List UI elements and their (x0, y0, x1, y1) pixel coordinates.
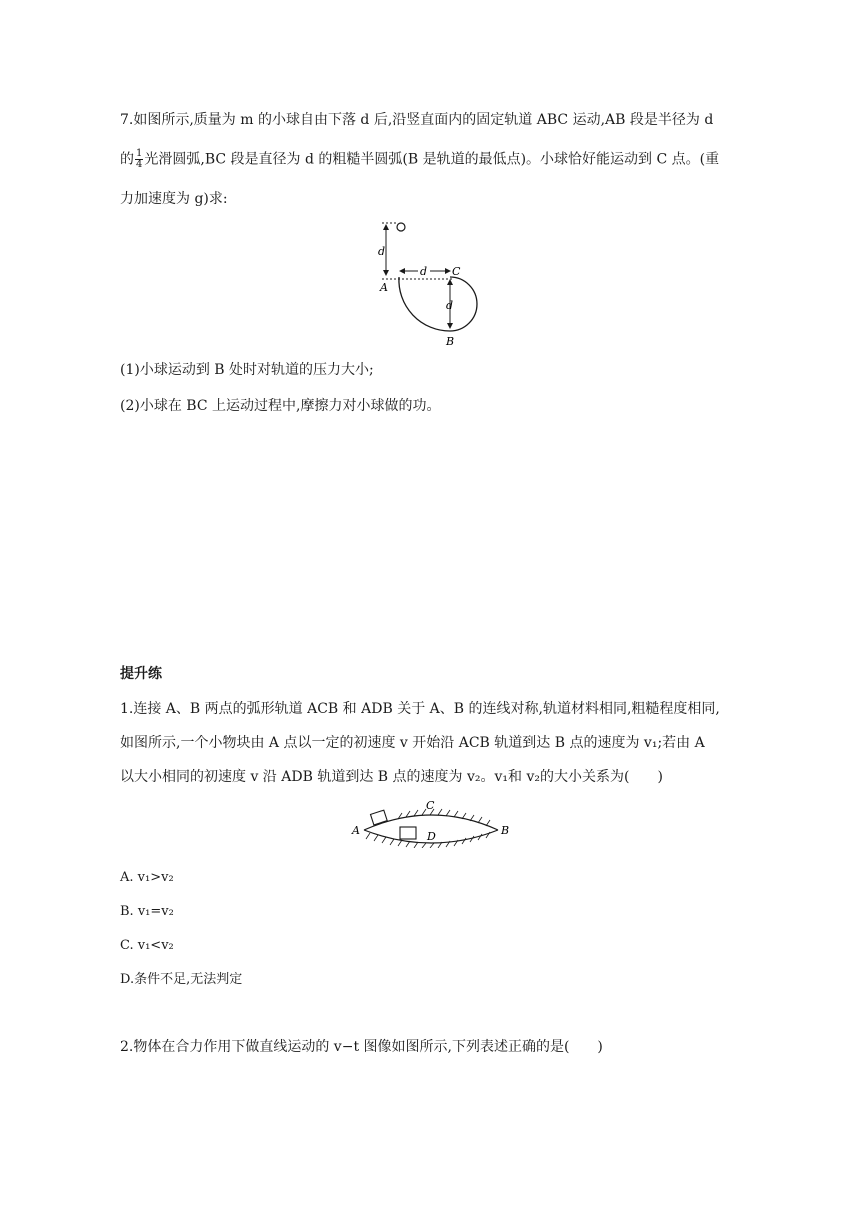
quarter-fraction (135, 149, 143, 170)
q1-track-figure (348, 798, 518, 848)
q7-sub2: (2)小球在 BC 上运动过程中,摩擦力对小球做的功。 (120, 398, 441, 414)
q7-text-line3: 力加速度为 g)求: (120, 191, 228, 207)
option-a: A. v₁>v₂ (120, 870, 174, 885)
q7-sub1: (1)小球运动到 B 处时对轨道的压力大小; (120, 362, 374, 378)
label-C: C (452, 265, 461, 278)
track-curve (399, 277, 477, 331)
option-b: B. v₁=v₂ (120, 904, 174, 919)
label-D: D (427, 830, 436, 843)
q1-text-line3: 以大小相同的初速度 v 沿 ADB 轨道到达 B 点的速度为 v₂。v₁和 v₂的大小关系为( ) (120, 769, 663, 785)
option-c: C. v₁<v₂ (120, 938, 174, 953)
q7-text-line1: 7.如图所示,质量为 m 的小球自由下落 d 后,沿竖直面内的固定轨道 ABC 运动,AB 段是半径为 d (120, 112, 714, 128)
label-C: C (426, 799, 435, 812)
label-A: A (380, 281, 388, 294)
q7-line2-suffix: 光滑圆弧,BC 段是直径为 d 的粗糙半圆弧(B 是轨道的最低点)。小球恰好能运动到 C 点。(重 (144, 151, 720, 168)
label-A: A (352, 824, 360, 837)
ball-icon (397, 223, 405, 231)
label-B: B (501, 824, 510, 837)
label-d-horizontal: d (420, 265, 428, 278)
q7-line2-prefix: 的 (120, 151, 134, 168)
q2-text-line1: 2.物体在合力作用下做直线运动的 v−t 图像如图所示,下列表述正确的是( ) (120, 1039, 603, 1055)
section-title: 提升练 (120, 666, 162, 682)
option-d: D.条件不足,无法判定 (120, 972, 243, 987)
q1-text-line1: 1.连接 A、B 两点的弧形轨道 ACB 和 ADB 关于 A、B 的连线对称,轨道材料相同,粗糙程度相同, (120, 701, 720, 717)
label-d-vertical: d (378, 245, 386, 258)
fraction-numerator: 1 (136, 148, 143, 159)
q1-text-line2: 如图所示,一个小物块由 A 点以一定的初速度 v 开始沿 ACB 轨道到达 B 点的速度为 v₁;若由 A (120, 735, 705, 751)
q7-text-line2 (120, 149, 719, 170)
fraction-denominator: 4 (136, 159, 143, 170)
q7-track-figure (370, 215, 500, 350)
block-lower (400, 827, 416, 839)
label-B: B (446, 335, 455, 348)
label-d-inner: d (446, 299, 454, 312)
